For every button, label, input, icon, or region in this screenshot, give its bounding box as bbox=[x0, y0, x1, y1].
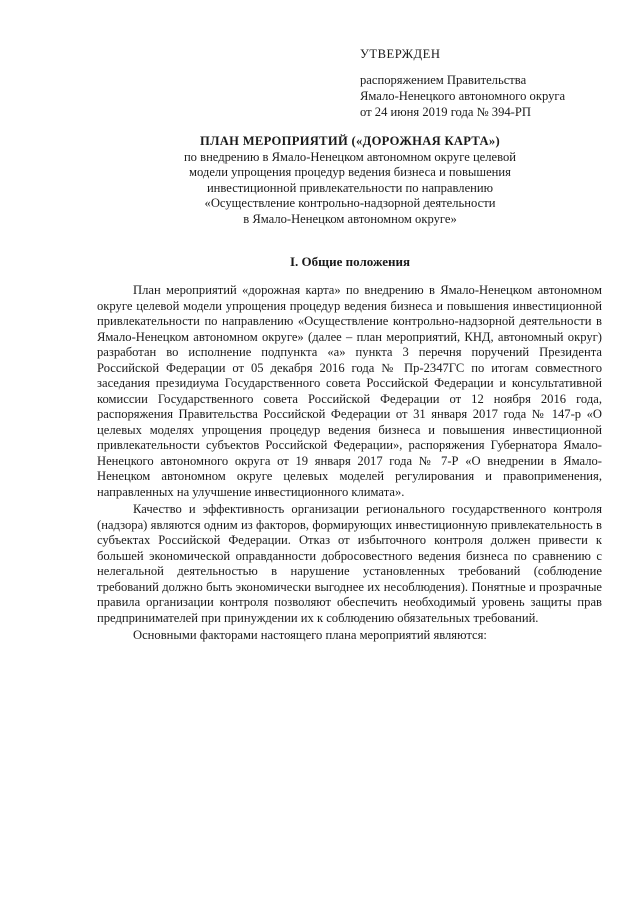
section-body bbox=[97, 283, 602, 646]
approval-line-3: от 24 июня 2019 года № 394-РП bbox=[360, 105, 531, 119]
document-subtitle-line-1: по внедрению в Ямало-Ненецком автономном округе целевой bbox=[183, 149, 517, 164]
document-subtitle-line-3: инвестиционной привлекательности по направлению bbox=[206, 180, 494, 195]
section-heading: I. Общие положения bbox=[290, 254, 410, 269]
document-subtitle-line-5: в Ямало-Ненецком автономном округе» bbox=[243, 211, 457, 226]
document-title-block bbox=[100, 134, 600, 227]
paragraph-1: План мероприятий «дорожная карта» по внедрению в Ямало-Ненецком автономном округе целевой модели упрощения процедур ведения бизнеса и повышения инвестиционной привлекательности по направлению «Осуществление контрольно-надзорной деятельности в Ямало-Ненецком автономном округе» (далее – план мероприятий, КНД, автономный округ) разработан во исполнение подпункта «а» пункта 3 перечня поручений Президента Российской Федерации от 05 декабря 2016 года № Пр-2347ГС по итогам совместного заседания президиума Государственного совета Российской Федерации и консультативной комиссии Государственного совета Российской Федерации от 12 ноября 2016 года, распоряжения Правительства Российской Федерации от 31 января 2017 года № 147-р «О целевых моделях упрощения процедур ведения бизнеса и повышения инвестиционной привлекательности субъектов Российской Федерации», распоряжения Губернатора Ямало-Ненецкого автономного округа от 19 января 2017 года № 7-Р «О внедрении в Ямало-Ненецком автономном округе целевых моделей регулирования и правоприменения, направленных на улучшение инвестиционного климата». bbox=[97, 283, 602, 499]
approval-block bbox=[360, 46, 630, 120]
document-title: ПЛАН МЕРОПРИЯТИЙ («ДОРОЖНАЯ КАРТА») bbox=[199, 134, 500, 148]
approval-heading: УТВЕРЖДЕН bbox=[360, 47, 441, 61]
approval-line-1: распоряжением Правительства bbox=[360, 73, 527, 87]
approval-line-2: Ямало-Ненецкого автономного округа bbox=[360, 89, 566, 103]
document-subtitle-line-4: «Осуществление контрольно-надзорной деятельности bbox=[204, 196, 496, 210]
document-subtitle-line-2: модели упрощения процедур ведения бизнеса и повышения bbox=[189, 165, 511, 179]
paragraph-2: Качество и эффективность организации регионального государственного контроля (надзора) являются одним из факторов, формирующих инвестиционную привлекательность в субъектах Российской Федерации. Отказ от избыточного контроля должен привести к большей экономической оправданности добросовестного ведения бизнеса по сравнению с нелегальной деятельностью в нарушение установленных требований (соблюдение требований должно быть экономически выгоднее их несоблюдения). Понятные и прозрачные правила организации контроля позволяют обеспечить необходимый уровень защиты прав предпринимателей при принуждении их к соблюдению обязательных требований. bbox=[97, 502, 602, 625]
paragraph-3: Основными факторами настоящего плана мероприятий являются: bbox=[133, 628, 487, 642]
